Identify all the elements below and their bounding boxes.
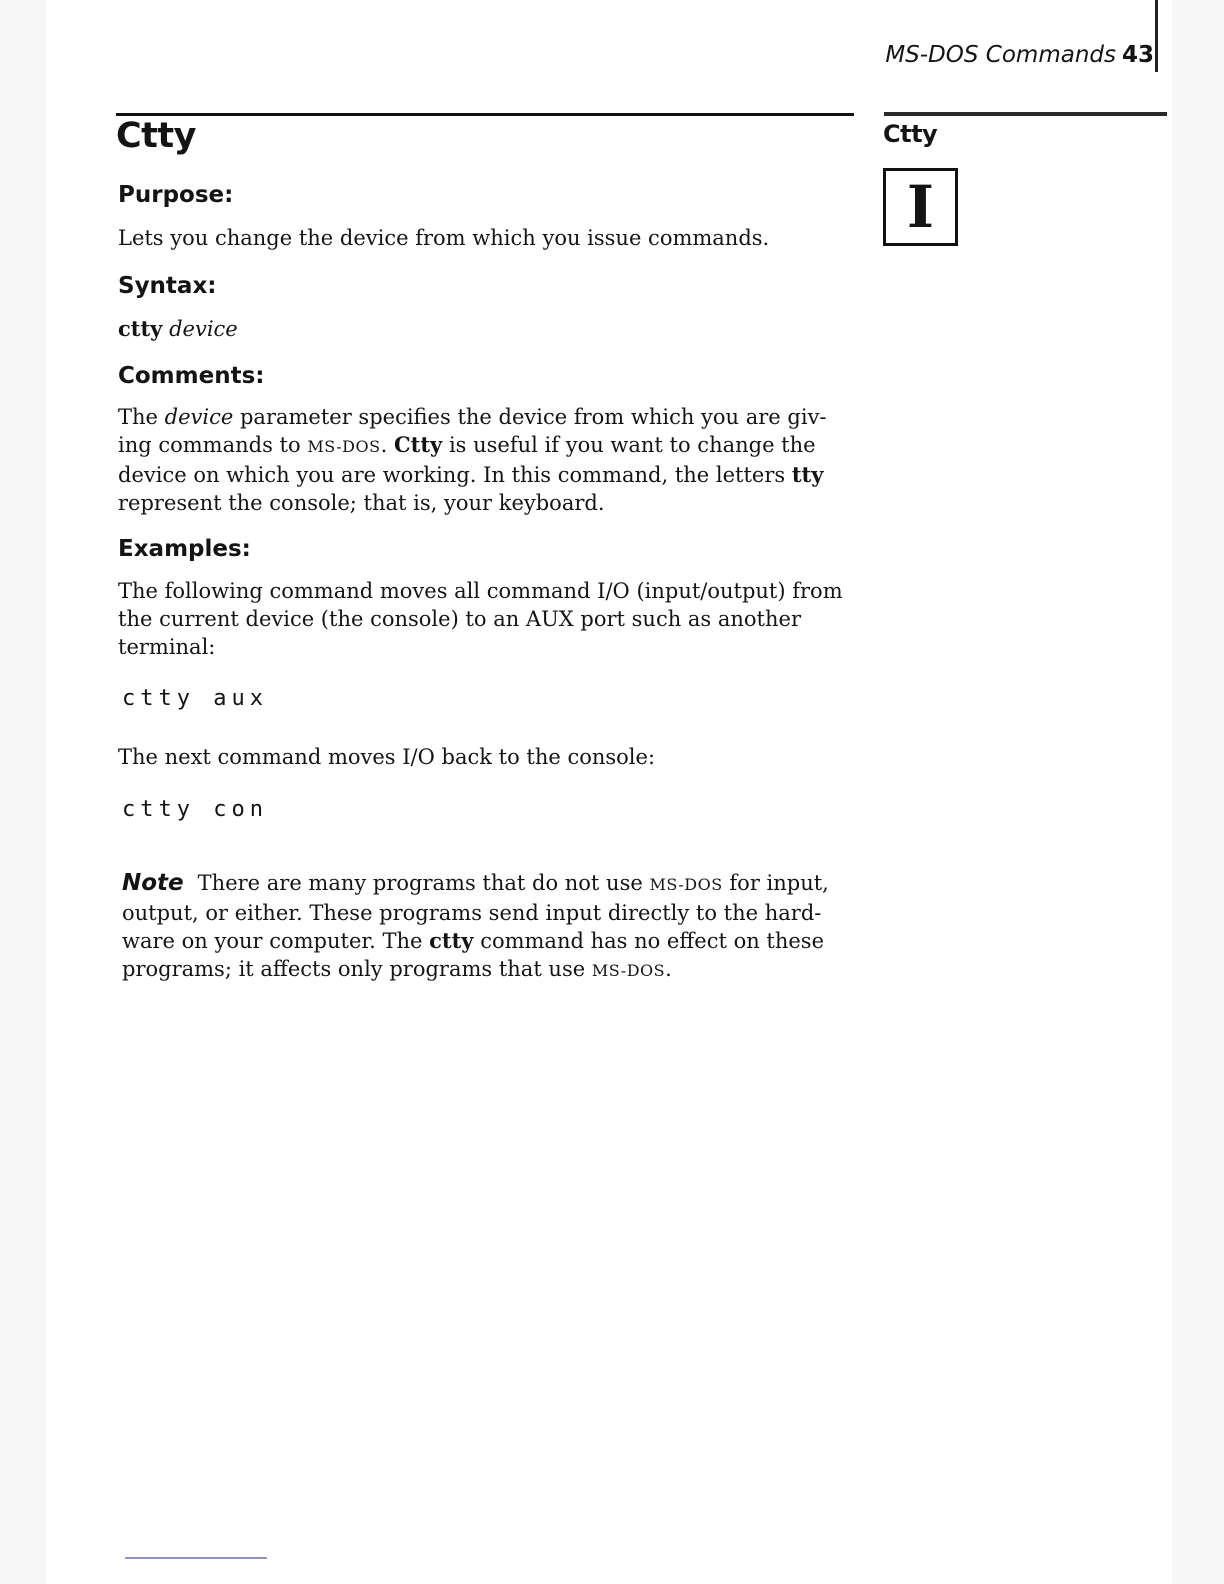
comments-paragraph: [118, 403, 858, 517]
examples-intro-2: The next command moves I/O back to the console:: [118, 745, 656, 769]
purpose-heading: Purpose:: [118, 182, 234, 208]
examples-heading: Examples:: [118, 536, 251, 562]
running-title: MS-DOS Commands: [885, 42, 1116, 68]
purpose-text: Lets you change the device from which you issue commands.: [118, 226, 770, 250]
code-example-con: ctty con: [122, 797, 268, 822]
syntax-parameter: device: [169, 317, 238, 341]
examples-intro: The following command moves all command I/O (input/output) from the current device (the console) to an AUX port such as another terminal:: [118, 579, 843, 659]
sidebar-rule: [884, 112, 1167, 116]
note-msdos-2: MS-DOS: [591, 961, 666, 980]
note-msdos-1: MS-DOS: [649, 875, 723, 894]
note-text-5: command has no effect on these programs; it affects only programs that use: [122, 929, 825, 981]
note-label: Note: [122, 870, 184, 896]
page-title: Ctty: [116, 116, 196, 156]
comments-text-7: is useful if you want to change the device on which you are working. In this command, the letters: [118, 433, 816, 487]
title-rule: [116, 113, 854, 116]
footer-rule: [125, 1557, 267, 1559]
syntax-command: ctty: [118, 316, 163, 341]
note-text-1: There are many programs that do not use: [197, 871, 643, 895]
comments-tty: tty: [791, 462, 824, 487]
sidebar-title: Ctty: [883, 120, 938, 148]
comments-text-1: The: [118, 405, 158, 429]
page-left-margin: [0, 0, 46, 1584]
comments-msdos: MS-DOS: [307, 437, 381, 456]
comments-device-term: device: [164, 405, 234, 429]
running-header: [885, 42, 1154, 68]
section-mark-box: I: [883, 168, 958, 246]
note-text-7: .: [665, 957, 672, 981]
note-text-3: for input, output, or either. These programs send input directly to the hard-ware on your computer. The: [122, 871, 829, 953]
page-number: 43: [1121, 42, 1154, 68]
syntax-heading: Syntax:: [118, 273, 217, 299]
comments-ctty: Ctty: [393, 432, 443, 457]
code-example-aux: ctty aux: [122, 686, 268, 711]
page-right-margin: [1172, 0, 1224, 1584]
comments-text-5: .: [380, 433, 388, 457]
header-edge-bar: [1155, 0, 1158, 72]
comments-text-9: represent the console; that is, your keyboard.: [118, 491, 605, 515]
note-ctty: ctty: [429, 928, 474, 953]
note-paragraph: [122, 869, 862, 985]
comments-text-3: parameter specifies the device from which you are giv-ing commands to: [118, 405, 827, 457]
comments-heading: Comments:: [118, 363, 265, 389]
syntax-line: [118, 315, 858, 343]
